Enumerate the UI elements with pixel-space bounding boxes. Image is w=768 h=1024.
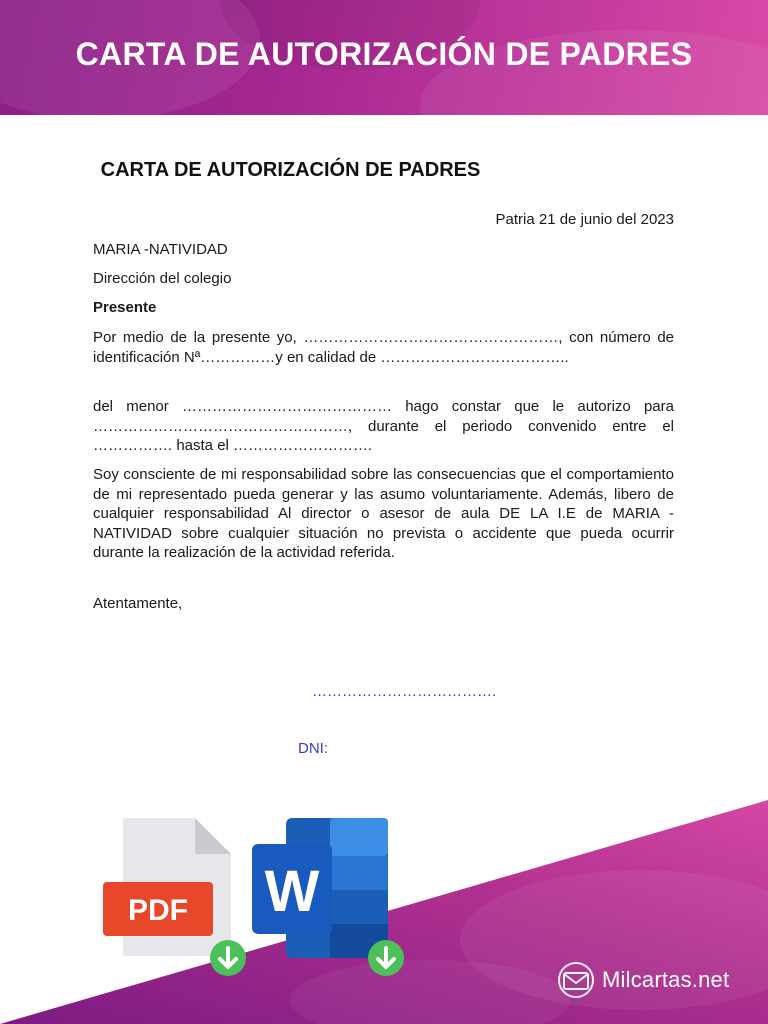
word-label: W [264,859,320,924]
envelope-icon [556,960,596,1000]
dni-label: DNI: [298,740,328,757]
pdf-file-icon[interactable] [103,818,253,978]
document-title: CARTA DE AUTORIZACIÓN DE PADRES [100,159,481,181]
paragraph-responsibility: Soy consciente de mi responsabilidad sobre las consecuencias que el comportamiento de mi representado pueda generar y las asumo voluntariamente. Además, libero de cualquier responsabilidad Al director o asesor de aula DE LA I.E de MARIA -NATIVIDAD sobre cualquier situación no prevista o accidente que pueda ocurrir durante la realización de la actividad referida. [93,466,674,561]
recipient-office: Dirección del colegio [93,270,232,287]
banner-title: CARTA DE AUTORIZACIÓN DE PADRES [75,36,693,72]
closing: Atentamente, [93,595,183,612]
download-arrow-icon [368,940,404,976]
brand-logo[interactable] [556,960,729,1000]
paragraph-identification: Por medio de la presente yo, ……………………………………………, con número de identificación Nª……………y en calidad de ……………………………….. [93,329,674,366]
recipient-name: MARIA -NATIVIDAD [93,241,228,258]
signature-line: ………………………………. [312,683,497,700]
brand-name: Milcartas.net [602,967,730,992]
download-arrow-icon [210,940,246,976]
pdf-label: PDF [128,894,188,927]
greeting: Presente [93,299,157,316]
word-file-icon[interactable] [250,818,410,978]
paragraph-authorization: del menor …………………………………… hago constar que le autorizo para ……………………………………………, durante el periodo convenido entre el ……………. hasta el ………………………. [93,398,674,454]
header-banner [0,0,768,115]
letter-date: Patria 21 de junio del 2023 [495,211,674,228]
